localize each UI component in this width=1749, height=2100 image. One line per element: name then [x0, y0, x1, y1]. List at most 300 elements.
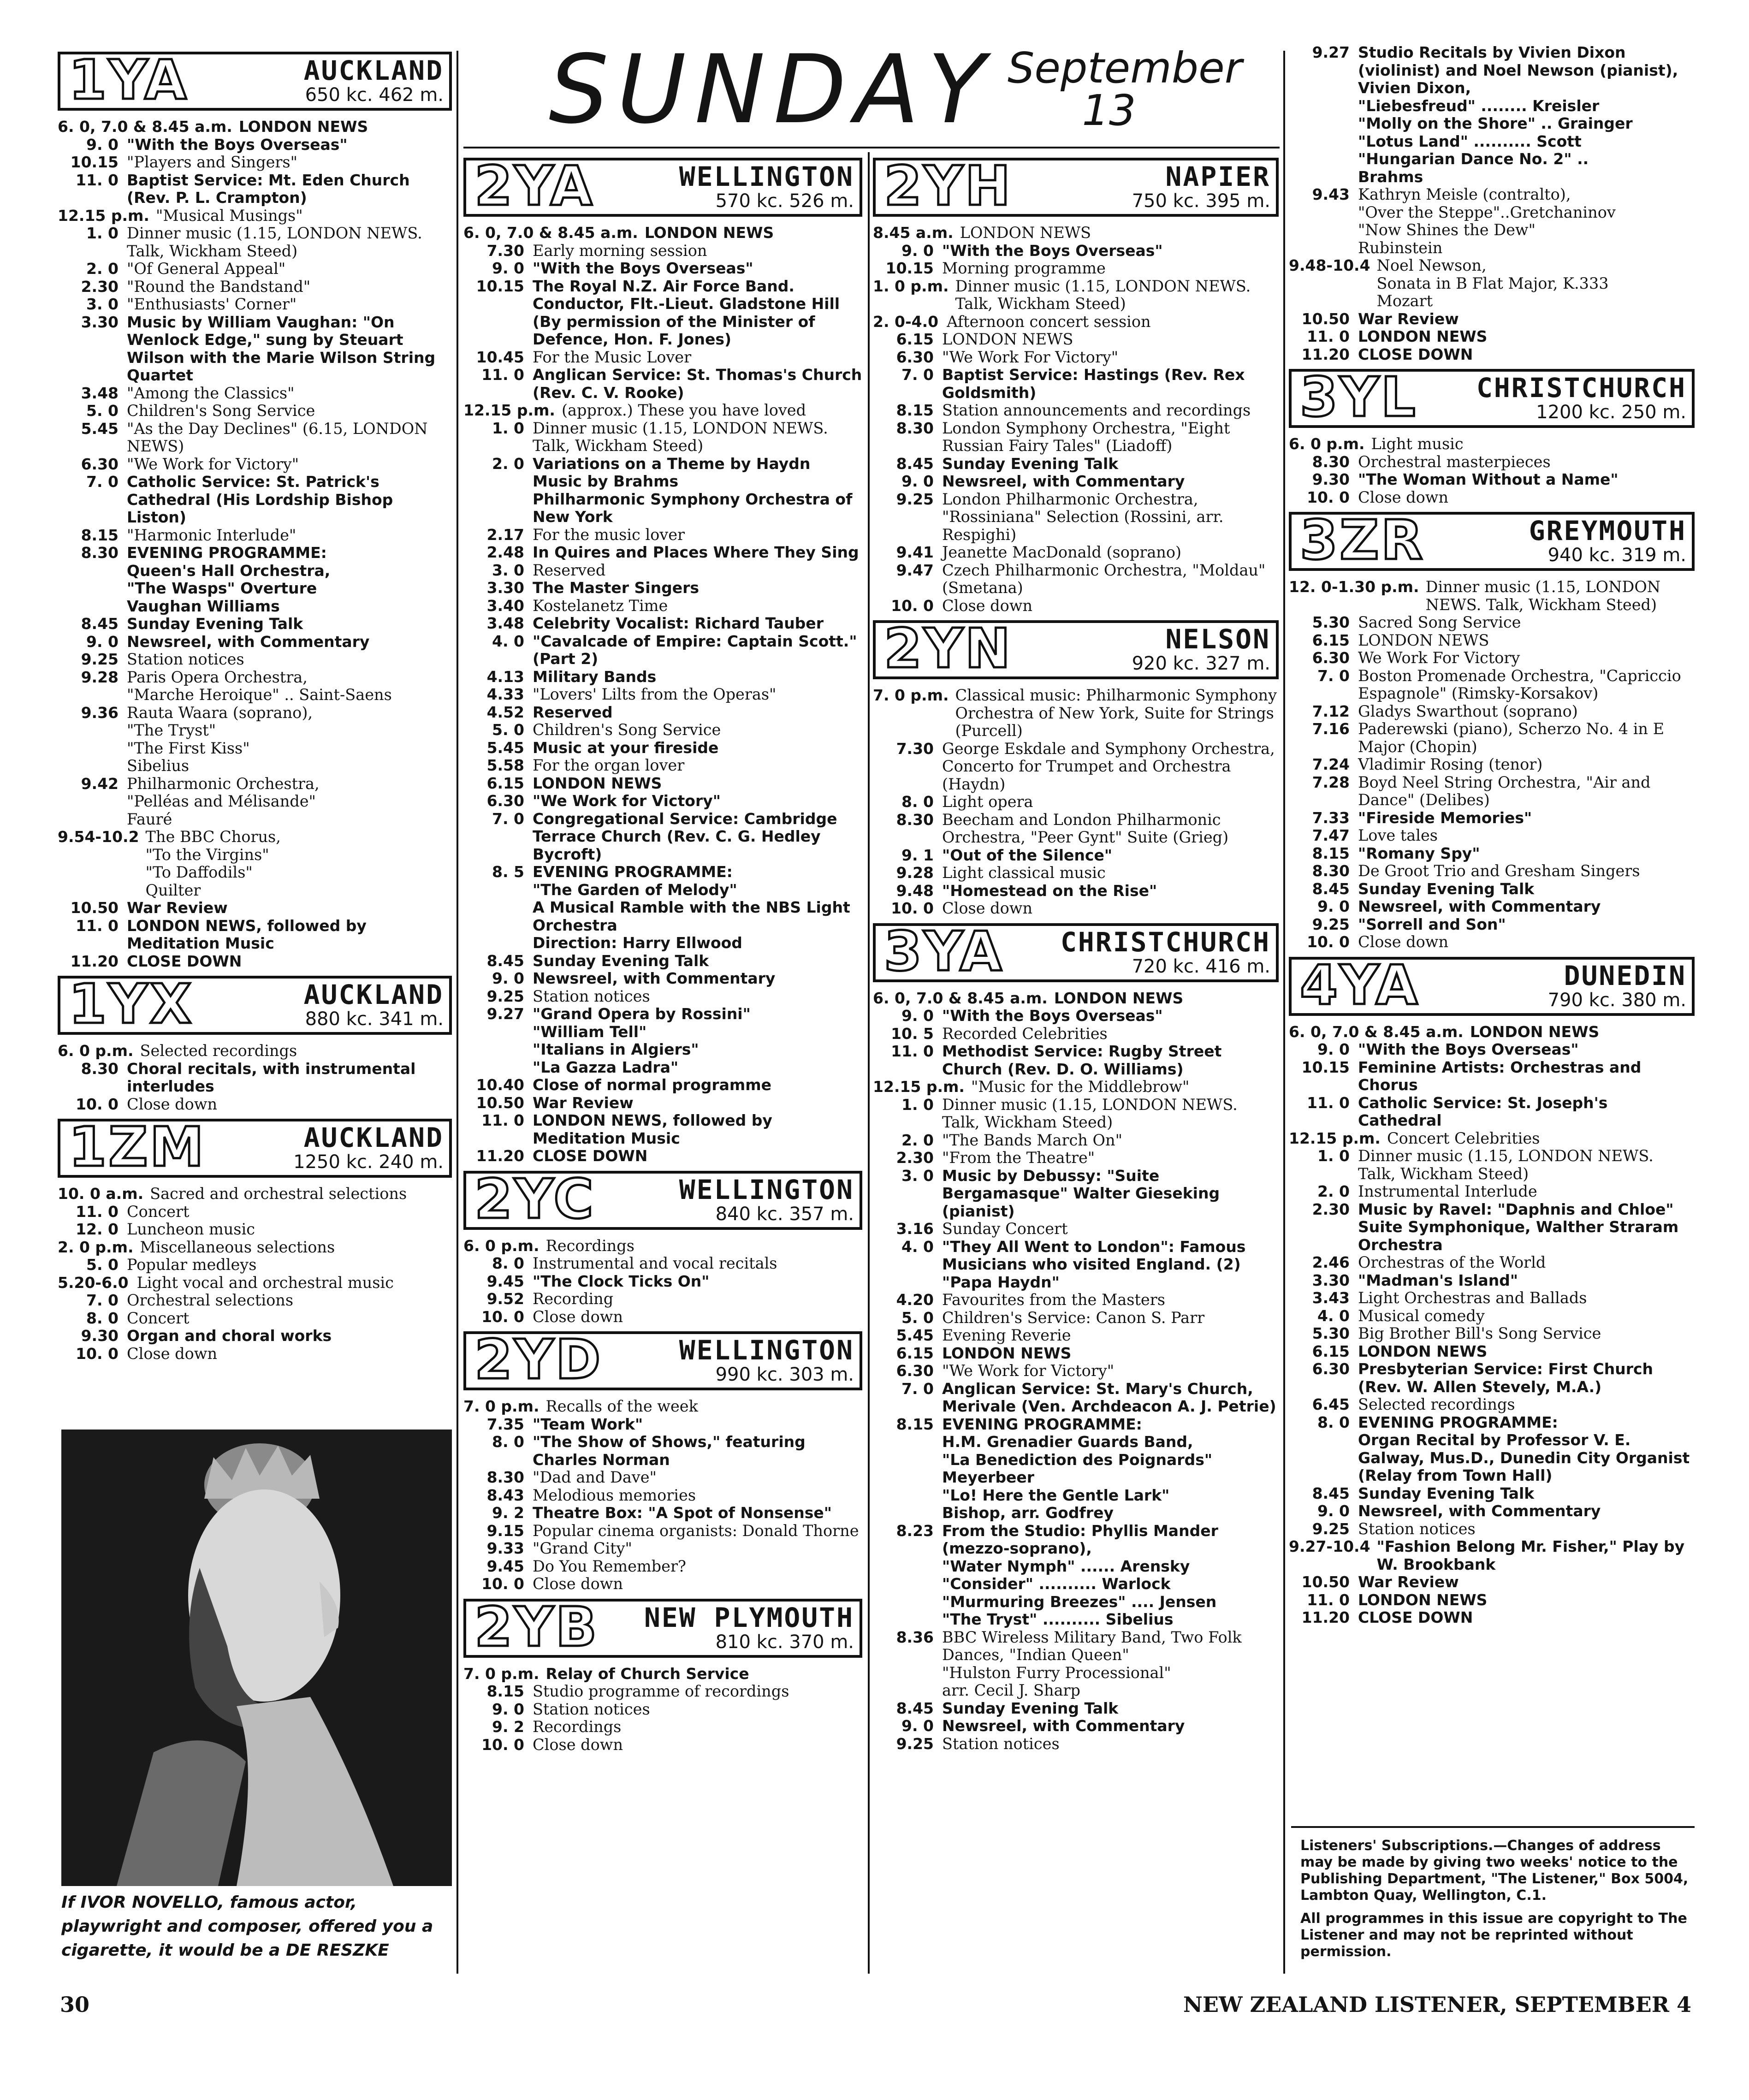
programme-description: Music by William Vaughan: "On Wenlock Edge," sung by Steuart Wilson with the Marie Wilson String Quartet — [127, 313, 436, 384]
programme-time: 8.45 a.m. — [873, 224, 954, 242]
station-info — [609, 1334, 860, 1388]
station-header — [873, 154, 1279, 218]
programme-row — [1289, 489, 1695, 507]
programme-description: Concert Celebrities — [1387, 1129, 1540, 1147]
programme-description: War Review — [1358, 1573, 1459, 1591]
programme-description: EVENING PROGRAMME: "The Garden of Melody" A Musical Ramble with the NBS Light Orchestra Direction: Harry Ellwood — [533, 863, 850, 952]
programme-row — [873, 1238, 1279, 1292]
programme-description: Rauta Waara (soprano), "The Tryst" "The First Kiss" Sibelius — [127, 703, 313, 775]
station-header — [58, 972, 452, 1036]
station-frequency: 570 kc. 526 m. — [715, 190, 854, 212]
programme-description: LONDON NEWS, followed by Meditation Music — [533, 1111, 772, 1147]
programme-time: 12.15 p.m. — [873, 1078, 965, 1096]
programme-time: 10.15 — [476, 277, 524, 295]
station-frequency: 810 kc. 370 m. — [715, 1631, 854, 1653]
station-call-sign: 1YA — [69, 48, 189, 112]
programme-row — [463, 1237, 862, 1255]
programme-row — [873, 1078, 1279, 1096]
station-info — [212, 1121, 449, 1175]
programme-description: Jeanette MacDonald (soprano) — [942, 543, 1182, 561]
programme-row — [463, 686, 862, 704]
page-number: 30 — [60, 1992, 90, 2017]
programme-row — [463, 863, 862, 952]
programme-row — [463, 1469, 862, 1487]
station-header — [1289, 365, 1695, 429]
programme-row — [58, 207, 452, 225]
programme-time: 8. 0 — [1317, 1413, 1350, 1431]
programme-description: LONDON NEWS — [644, 224, 774, 242]
programme-description: "Romany Spy" — [1358, 844, 1480, 862]
programme-time: 9.25 — [896, 490, 934, 508]
programme-row — [58, 1042, 452, 1060]
programme-description: "We Work for Victory" — [127, 455, 299, 473]
programme-time: 9. 0 — [492, 259, 524, 277]
programme-description: Noel Newson, Sonata in B Flat Major, K.333 Mozart — [1376, 256, 1609, 310]
programme-row — [58, 917, 452, 953]
programme-time: 11.20 — [1301, 1608, 1350, 1626]
station-call-sign: 3ZR — [1300, 508, 1425, 572]
programme-description: "Players and Singers" — [127, 153, 298, 171]
programme-row — [463, 1718, 862, 1736]
programme-time: 9. 2 — [492, 1718, 524, 1736]
programme-description: Evening Reverie — [942, 1326, 1071, 1344]
programme-description: London Philharmonic Orchestra, "Rossiniana" Selection (Rossini, arr. Respighi) — [942, 490, 1224, 544]
programme-time: 7.30 — [486, 241, 524, 260]
programme-time: 10. 0 — [481, 1735, 524, 1754]
programme-description: "Team Work" — [533, 1415, 643, 1433]
programme-row — [873, 260, 1279, 278]
programme-description: Reserved — [533, 703, 613, 721]
programme-row — [873, 544, 1279, 562]
programme-row — [1289, 1041, 1695, 1059]
programme-row — [463, 1683, 862, 1701]
programme-time: 6.15 — [1312, 1342, 1350, 1360]
programme-row — [873, 597, 1279, 615]
programme-description: War Review — [1358, 309, 1459, 328]
programme-description: Variations on a Theme by Haydn Music by Brahms Philharmonic Symphony Orchestra of New York — [533, 454, 853, 526]
programme-row — [873, 420, 1279, 455]
programme-description: Paderewski (piano), Scherzo No. 4 in E Major (Chopin) — [1358, 720, 1665, 756]
programme-time: 8.15 — [486, 1682, 524, 1700]
programme-row — [1289, 1360, 1695, 1396]
programme-description: Close down — [533, 1735, 623, 1754]
programme-row — [873, 1309, 1279, 1327]
programme-description: (approx.) These you have loved — [561, 401, 806, 419]
programme-description: Recordings — [545, 1236, 634, 1255]
column-1 — [58, 46, 452, 1363]
station-info — [605, 1602, 860, 1655]
programme-row — [58, 402, 452, 420]
programme-description: Kathryn Meisle (contralto), "Over the Steppe"..Gretchaninov "Now Shines the Dew" Rubinstein — [1358, 185, 1616, 257]
programme-row — [873, 1291, 1279, 1309]
programme-time: 7. 0 p.m. — [873, 686, 949, 704]
programme-time: 11.20 — [476, 1147, 524, 1165]
programme-time: 12. 0-1.30 p.m. — [1289, 578, 1419, 596]
programme-time: 7.47 — [1312, 826, 1350, 844]
programme-description: Luncheon music — [127, 1220, 255, 1238]
programme-time: 2.48 — [486, 543, 524, 561]
programme-description: Musical comedy — [1358, 1306, 1485, 1325]
programme-time: 4.20 — [896, 1291, 934, 1309]
programme-row — [1289, 720, 1695, 756]
programme-row — [463, 1273, 862, 1291]
programme-time: 8. 0 — [492, 1254, 524, 1272]
programme-time: 12.15 p.m. — [58, 206, 149, 225]
programme-row — [873, 1362, 1279, 1380]
programme-time: 9.54-10.2 — [58, 828, 139, 846]
programme-row — [58, 1060, 452, 1096]
programme-row — [58, 1274, 452, 1292]
column-4 — [1289, 44, 1695, 1627]
column-rule — [868, 152, 870, 1974]
programme-row — [463, 455, 862, 526]
programme-row — [873, 1096, 1279, 1132]
programme-row — [58, 225, 452, 260]
programme-time: 9. 0 — [1317, 897, 1350, 915]
programme-time: 3.30 — [81, 313, 119, 331]
programme-time: 2. 0 — [492, 454, 524, 473]
programme-time: 10. 0 a.m. — [58, 1185, 144, 1203]
programme-description: Anglican Service: St. Mary's Church, Merivale (Ven. Archdeacon A. J. Petrie) — [942, 1379, 1276, 1415]
station-block — [1289, 44, 1695, 363]
programme-time: 6.30 — [896, 1362, 934, 1380]
programme-row — [1289, 1307, 1695, 1325]
programme-time: 8.15 — [1312, 844, 1350, 862]
programme-description: "Round the Bandstand" — [127, 277, 311, 296]
programme-row — [873, 1007, 1279, 1025]
programme-description: In Quires and Places Where They Sing — [533, 543, 859, 561]
programme-description: Baptist Service: Mt. Eden Church (Rev. P. L. Crampton) — [127, 171, 410, 207]
programme-description: Paris Opera Orchestra, "Marche Heroique" .. Saint-Saens — [127, 668, 392, 704]
station-frequency: 1200 kc. 250 m. — [1536, 402, 1686, 423]
programme-description: "With the Boys Overseas" — [942, 241, 1163, 260]
programme-row — [1289, 1343, 1695, 1361]
station-info — [1424, 372, 1692, 425]
programme-time: 9. 0 — [86, 632, 119, 651]
programme-time: 9.48 — [896, 881, 934, 900]
programme-description: "We Work For Victory" — [942, 348, 1119, 366]
programme-row — [58, 899, 452, 917]
programme-description: Czech Philharmonic Orchestra, "Moldau" (Smetana) — [942, 561, 1266, 597]
programme-description: For the music lover — [533, 525, 685, 544]
programme-description: Children's Song Service — [533, 721, 721, 739]
programme-description: Orchestral masterpieces — [1358, 452, 1551, 471]
programme-time: 8.30 — [896, 419, 934, 437]
programme-description: Sunday Evening Talk — [533, 951, 709, 970]
station-block — [58, 972, 452, 1113]
programme-time: 7.35 — [486, 1415, 524, 1433]
programme-row — [873, 1416, 1279, 1522]
programme-row — [58, 420, 452, 456]
programme-description: Feminine Artists: Orchestras and Chorus — [1358, 1058, 1642, 1094]
programme-time: 7.16 — [1312, 720, 1350, 738]
programme-description: Catholic Service: St. Joseph's Cathedral — [1358, 1093, 1608, 1129]
programme-time: 8.15 — [896, 401, 934, 419]
programme-time: 8.43 — [486, 1486, 524, 1504]
programme-time: 11. 0 — [76, 916, 119, 935]
station-call-sign: 2YC — [474, 1167, 595, 1231]
programme-row — [1289, 346, 1695, 364]
subscription-note: Listeners' Subscriptions.—Changes of address may be made by giving two weeks' notice to the Publishing Department, "The Listener," Box 5004, Lambton Quay, Wellington, C.1. — [1300, 1838, 1689, 1904]
programme-row — [463, 1147, 862, 1165]
programme-time: 8.45 — [486, 951, 524, 970]
programme-time: 6.30 — [81, 455, 119, 473]
programme-description: Dinner music (1.15, LONDON NEWS. Talk, Wickham Steed) — [1425, 578, 1661, 614]
programme-row — [463, 1005, 862, 1076]
programme-description: Station announcements and recordings — [942, 401, 1251, 419]
programme-row — [58, 1256, 452, 1274]
programme-description: Light opera — [942, 793, 1033, 811]
station-call-sign: 3YA — [884, 919, 1004, 983]
programme-row — [873, 1700, 1279, 1718]
programme-time: 2. 0 p.m. — [58, 1238, 134, 1256]
programme-row — [873, 473, 1279, 491]
programme-row — [1289, 827, 1695, 845]
programme-time: 5.45 — [81, 419, 119, 438]
programme-description: Popular medleys — [127, 1256, 257, 1274]
programme-time: 6.15 — [896, 1344, 934, 1362]
programme-row — [1289, 632, 1695, 650]
programme-time: 10. 0 — [1307, 933, 1350, 951]
programme-description: Light music — [1371, 435, 1464, 453]
programme-description: Music by Debussy: "Suite Bergamasque" Walter Gieseking (pianist) — [942, 1166, 1220, 1220]
programme-description: Newsreel, with Commentary — [1358, 897, 1601, 915]
programme-row — [1289, 1414, 1695, 1485]
programme-time: 7. 0 — [492, 809, 524, 828]
station-frequency: 920 kc. 327 m. — [1132, 653, 1270, 674]
station-header — [1289, 508, 1695, 572]
programme-description: Close down — [533, 1307, 623, 1326]
programme-row — [873, 1717, 1279, 1735]
station-info — [1431, 515, 1692, 568]
programme-description: Boyd Neel String Orchestra, "Air and Dance" (Delibes) — [1358, 773, 1651, 809]
programme-row — [1289, 1254, 1695, 1272]
programme-description: Kostelanetz Time — [533, 596, 668, 615]
programme-description: Newsreel, with Commentary — [1358, 1502, 1601, 1520]
station-city: NELSON — [1165, 623, 1270, 655]
photo-caption: If IVOR NOVELLO, famous actor, playwright and composer, offered you a cigarette, it would be a DE RESZKE — [61, 1893, 433, 1960]
programme-row — [463, 1433, 862, 1469]
programme-time: 3.30 — [486, 579, 524, 597]
station-call-sign: 1YX — [69, 972, 194, 1036]
programme-time: 7. 0 — [901, 366, 934, 384]
programme-time: 7.24 — [1312, 755, 1350, 773]
programme-description: Selected recordings — [1358, 1395, 1515, 1413]
programme-time: 10.40 — [476, 1076, 524, 1094]
programme-time: 1. 0 — [86, 224, 119, 242]
programme-time: 6.15 — [1312, 631, 1350, 649]
station-city: AUCKLAND — [303, 1122, 444, 1153]
programme-description: Beecham and London Philharmonic Orchestra, "Peer Gynt" Suite (Grieg) — [942, 810, 1229, 846]
station-header — [463, 1328, 862, 1391]
station-block — [463, 1595, 862, 1754]
programme-row — [58, 172, 452, 207]
programme-row — [463, 544, 862, 562]
programme-row — [1289, 1520, 1695, 1538]
station-frequency: 1250 kc. 240 m. — [293, 1151, 444, 1173]
programme-row — [1289, 862, 1695, 880]
station-header — [463, 154, 862, 218]
station-call-sign: 2YN — [884, 617, 1013, 680]
programme-time: 3.48 — [486, 614, 524, 632]
station-header — [1289, 953, 1695, 1017]
programme-row — [1289, 1183, 1695, 1201]
date-month: September — [1008, 43, 1242, 93]
programme-row — [873, 1522, 1279, 1629]
programme-row — [463, 988, 862, 1006]
programme-row — [1289, 1502, 1695, 1520]
station-call-sign: 2YH — [884, 154, 1013, 218]
programme-time: 8. 0 — [492, 1433, 524, 1451]
programme-time: 7.12 — [1312, 702, 1350, 720]
programme-row — [1289, 1573, 1695, 1591]
copyright-note: All programmes in this issue are copyright to The Listener and may not be reprinted without permission. — [1300, 1910, 1687, 1960]
programme-description: "Sorrell and Son" — [1358, 915, 1506, 933]
station-block — [58, 48, 452, 970]
column-2 — [463, 152, 862, 1754]
programme-time: 7.30 — [896, 739, 934, 758]
programme-time: 3.30 — [1312, 1271, 1350, 1289]
programme-time: 7. 0 p.m. — [463, 1664, 540, 1683]
programme-description: Dinner music (1.15, LONDON NEWS. Talk, Wickham Steed) — [533, 419, 828, 455]
programme-time: 6. 0, 7.0 & 8.45 a.m. — [58, 118, 232, 136]
programme-time: 9. 0 — [901, 241, 934, 260]
programme-time: 5. 0 — [86, 402, 119, 420]
programme-row — [873, 1220, 1279, 1238]
programme-description: EVENING PROGRAMME: Queen's Hall Orchestra, "The Wasps" Overture Vaughan Williams — [127, 544, 331, 615]
programme-row — [463, 1290, 862, 1308]
station-header — [58, 1115, 452, 1179]
programme-row — [58, 651, 452, 669]
programme-description: "Lovers' Lilts from the Operas" — [533, 685, 777, 703]
programme-row — [58, 154, 452, 172]
programme-time: 8.45 — [896, 1699, 934, 1717]
programme-description: Love tales — [1358, 826, 1438, 844]
programme-time: 9. 0 — [901, 1007, 934, 1025]
footer-title: NEW ZEALAND LISTENER, SEPTEMBER 4 — [1183, 1992, 1691, 2017]
programme-description: Celebrity Vocalist: Richard Tauber — [533, 614, 824, 632]
programme-description: LONDON NEWS — [1358, 631, 1489, 649]
programme-time: 10.50 — [1301, 1573, 1350, 1591]
programme-description: Reserved — [533, 561, 606, 579]
programme-time: 2. 0 — [86, 260, 119, 278]
programme-time: 4.52 — [486, 703, 524, 721]
programme-time: 10. 0 — [481, 1575, 524, 1593]
programme-row — [873, 1327, 1279, 1345]
programme-time: 11. 0 — [1307, 1590, 1350, 1609]
programme-time: 3.40 — [486, 596, 524, 615]
programme-time: 4. 0 — [1317, 1306, 1350, 1325]
programme-time: 12.15 p.m. — [1289, 1129, 1381, 1147]
programme-time: 9. 2 — [492, 1504, 524, 1522]
station-call-sign: 2YA — [474, 154, 594, 218]
column-rule — [1283, 51, 1285, 1974]
programme-time: 3. 0 — [492, 561, 524, 579]
programme-row — [1289, 328, 1695, 346]
programme-time: 5.30 — [1312, 1324, 1350, 1342]
station-block — [463, 1167, 862, 1326]
programme-time: 3. 0 — [86, 295, 119, 313]
programme-description: CLOSE DOWN — [1358, 345, 1473, 363]
programme-time: 6. 0, 7.0 & 8.45 a.m. — [873, 989, 1048, 1007]
programme-row — [1289, 435, 1695, 453]
programme-row — [58, 1292, 452, 1310]
programme-time: 11. 0 — [76, 1202, 119, 1221]
programme-description: "Madman's Island" — [1358, 1271, 1518, 1289]
programme-description: "Musical Musings" — [155, 206, 303, 225]
station-block — [1289, 508, 1695, 951]
programme-row — [58, 704, 452, 775]
programme-time: 9. 0 — [901, 472, 934, 490]
programme-description: EVENING PROGRAMME: Organ Recital by Professor V. E. Galway, Mus.D., Dunedin City Organist (Relay from Town Hall) — [1358, 1413, 1690, 1484]
programme-description: Station notices — [127, 650, 244, 668]
programme-description: LONDON NEWS — [1054, 989, 1184, 1007]
programme-time: 9. 1 — [901, 846, 934, 864]
programme-time: 1. 0 p.m. — [873, 277, 949, 295]
station-header — [463, 1167, 862, 1231]
programme-description: Organ and choral works — [127, 1327, 332, 1345]
programme-description: George Eskdale and Symphony Orchestra, Concerto for Trumpet and Orchestra (Haydn) — [942, 739, 1275, 793]
programme-row — [1289, 1609, 1695, 1627]
portrait-image — [61, 1430, 452, 1886]
station-info — [1426, 960, 1692, 1013]
programme-row — [58, 118, 452, 136]
programme-time: 9.27 — [486, 1005, 524, 1023]
programme-time: 6. 0 p.m. — [463, 1236, 540, 1255]
programme-time: 2.30 — [896, 1149, 934, 1167]
programme-row — [1289, 933, 1695, 951]
programme-time: 1. 0 — [492, 419, 524, 437]
programme-row — [873, 864, 1279, 882]
programme-time: 9.25 — [1312, 915, 1350, 933]
programme-description: London Symphony Orchestra, "Eight Russian Fairy Tales" (Liadoff) — [942, 419, 1230, 455]
programme-row — [463, 668, 862, 686]
programme-description: LONDON NEWS — [1358, 327, 1488, 345]
programme-row — [58, 296, 452, 314]
programme-description: Gladys Swarthout (soprano) — [1358, 702, 1578, 720]
programme-description: Close down — [942, 596, 1033, 615]
column-3 — [873, 152, 1279, 1753]
programme-description: Dinner music (1.15, LONDON NEWS. Talk, Wickham Steed) — [1358, 1147, 1654, 1183]
programme-row — [873, 331, 1279, 349]
programme-row — [58, 669, 452, 704]
programme-description: Light vocal and orchestral music — [136, 1273, 394, 1292]
programme-row — [873, 1345, 1279, 1363]
programme-time: 8.30 — [81, 1059, 119, 1078]
programme-time: 10.50 — [1301, 309, 1350, 328]
programme-row — [58, 456, 452, 474]
programme-description: For the organ lover — [533, 756, 685, 774]
date-day: 13 — [1082, 86, 1136, 135]
programme-time: 9.33 — [486, 1539, 524, 1557]
programme-time: 8.15 — [896, 1415, 934, 1433]
programme-time: 9.52 — [486, 1290, 524, 1308]
programme-row — [1289, 774, 1695, 809]
programme-time: 8.30 — [1312, 452, 1350, 471]
programme-time: 2.30 — [81, 277, 119, 296]
station-call-sign: 3YL — [1300, 365, 1417, 429]
programme-time: 2. 0-4.0 — [873, 312, 939, 331]
programme-description: Light Orchestras and Ballads — [1358, 1289, 1587, 1307]
programme-description: From the Studio: Phyllis Mander (mezzo-soprano), "Water Nymph" ...... Arensky "Consider" .......... Warlock "Murmuring Breezes" .... Jensen "The Tryst" .......... Sibelius — [942, 1521, 1218, 1628]
station-frequency: 720 kc. 416 m. — [1132, 955, 1270, 977]
programme-row — [1289, 1538, 1695, 1573]
station-block — [58, 1115, 452, 1363]
programme-description: Sacred Song Service — [1358, 613, 1521, 631]
programme-row — [1289, 310, 1695, 328]
station-call-sign: 2YD — [474, 1328, 603, 1391]
programme-time: 8.30 — [1312, 862, 1350, 880]
